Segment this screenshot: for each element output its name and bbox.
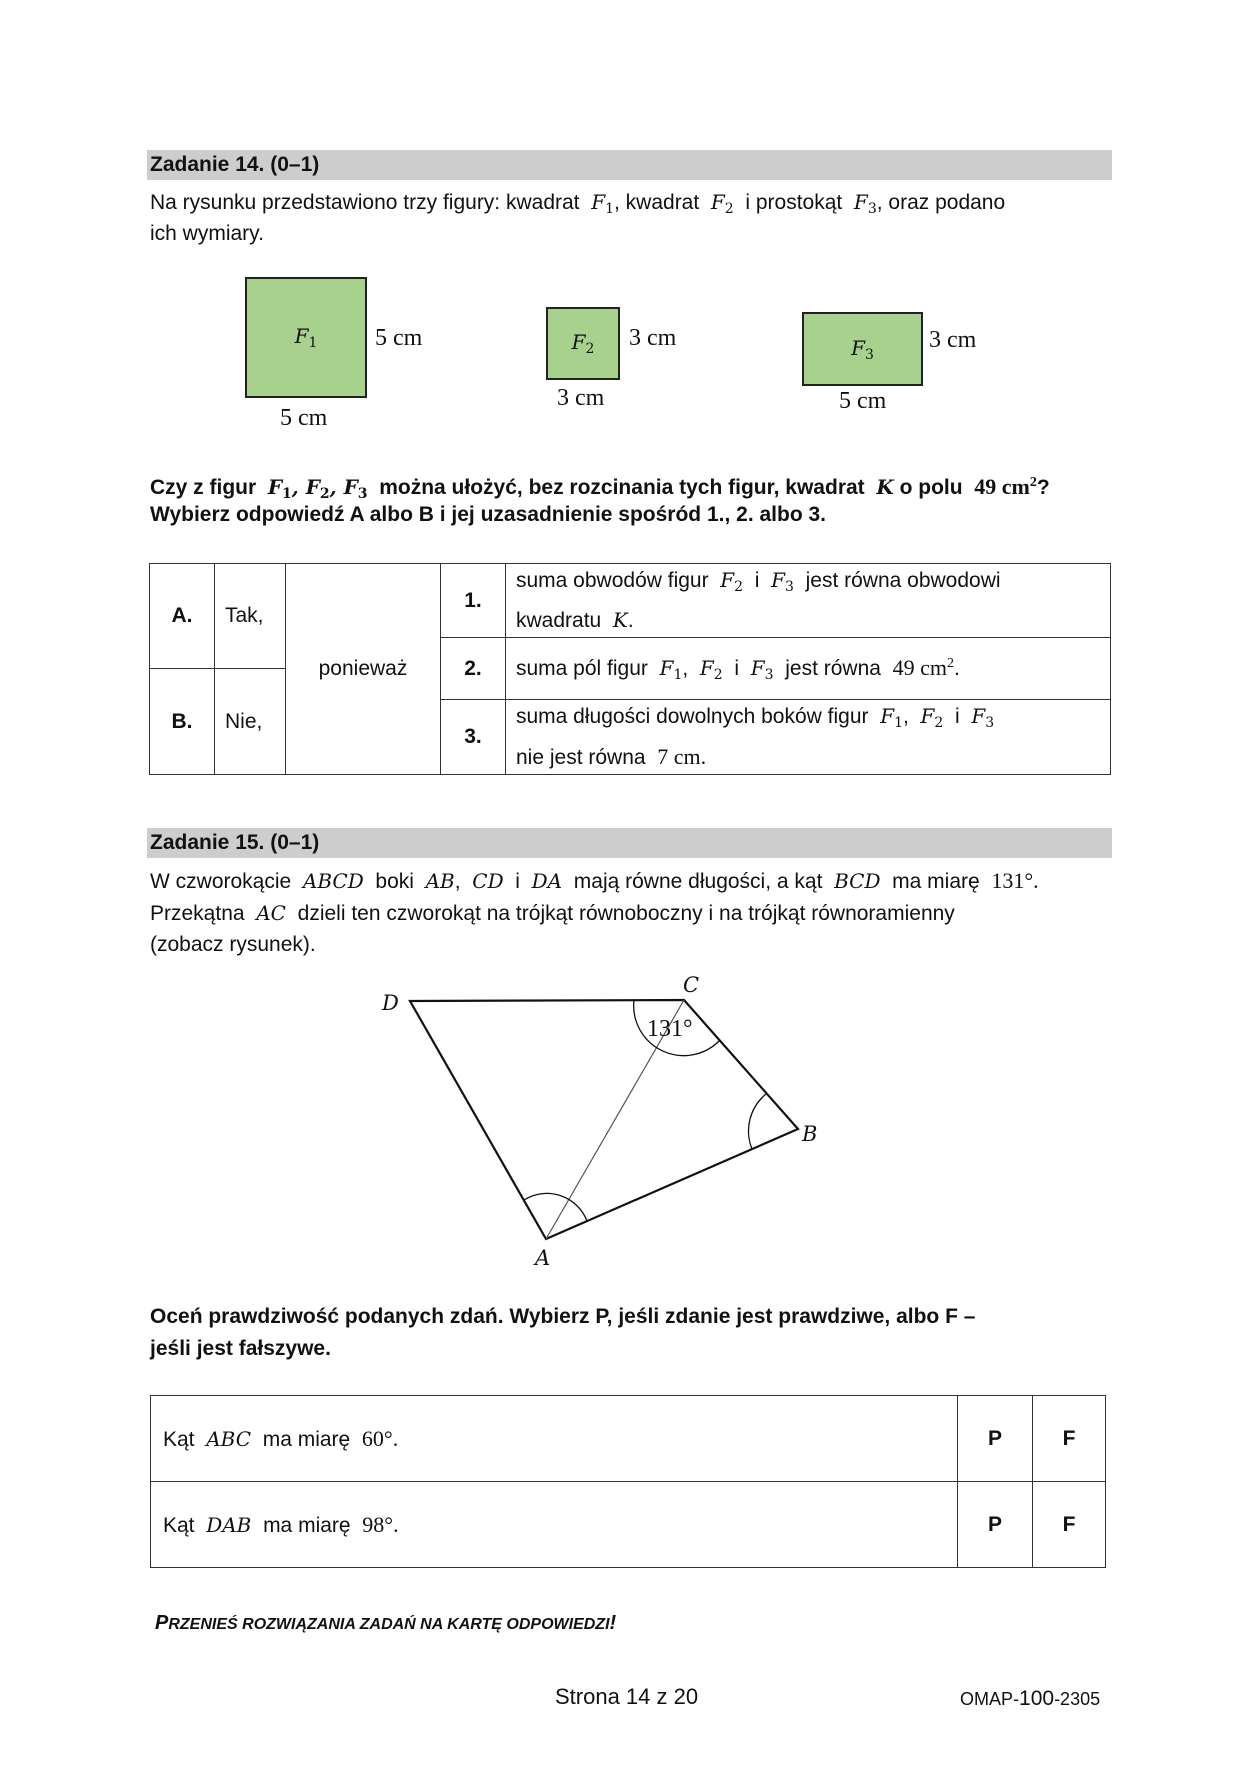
figure-f1-square: $F_1$ (245, 277, 367, 398)
vertex-d-label: D (382, 991, 399, 1015)
statement-2-p-option[interactable]: P (958, 1482, 1033, 1568)
reason-3-number[interactable]: 3. (441, 700, 506, 775)
task-15-header: Zadanie 15. (0–1) (147, 828, 1112, 858)
exam-code: OMAP-100-2305 (960, 1687, 1101, 1710)
statement-row (151, 1396, 1106, 1482)
transfer-answers-note: PRZENIEŚ ROZWIĄZANIA ZADAŃ NA KARTĘ ODPOWIEDZI! (155, 1612, 617, 1634)
reason-2-number[interactable]: 2. (441, 638, 506, 700)
angle-c-label: 131° (647, 1016, 693, 1042)
reason-1-number[interactable]: 1. (441, 564, 506, 638)
reason-1-text[interactable]: suma obwodów figur $F_2$ i $F_3$ jest równa obwodowi kwadratu K. (506, 564, 1111, 638)
task-15-intro-line1: W czworokącie ABCD boki AB, CD i DA mają równe długości, a kąt BCD ma miarę 131°. (150, 868, 1039, 893)
vertex-b-label: B (802, 1122, 818, 1146)
angle-arc-b (749, 1094, 766, 1149)
task-14-header: Zadanie 14. (0–1) (147, 150, 1112, 180)
option-b-text[interactable]: Nie, (215, 669, 286, 775)
vertex-c-label: C (683, 973, 700, 997)
statement-1-text: Kąt ABC ma miarę 60°. (151, 1396, 958, 1482)
task-14-question-line2: Wybierz odpowiedź A albo B i jej uzasadnienie spośród 1., 2. albo 3. (150, 503, 827, 526)
figure-f3-rectangle: $F_3$ (802, 312, 923, 386)
vertex-a-label: A (535, 1246, 551, 1270)
page-number: Strona 14 z 20 (555, 1684, 699, 1709)
quadrilateral-abcd-diagram (370, 960, 840, 1280)
task-15-instruction-line1: Oceń prawdziwość podanych zdań. Wybierz P, jeśli zdanie jest prawdziwe, albo F – (150, 1305, 976, 1328)
reason-2-text[interactable]: suma pól figur $F_1$, $F_2$ i $F_3$ jest równa 49 $cm^2$. (506, 638, 1111, 700)
f3-side-label: 3 cm (929, 327, 977, 353)
option-a-text[interactable]: Tak, (215, 564, 286, 669)
statement-1-p-option[interactable]: P (958, 1396, 1033, 1482)
statement-2-f-option[interactable]: F (1033, 1482, 1106, 1568)
task-15-intro-line3: (zobacz rysunek). (150, 933, 316, 956)
f3-bottom-label: 5 cm (839, 388, 887, 414)
true-false-table (150, 1395, 1106, 1568)
connector-text: ponieważ (286, 564, 441, 775)
reason-3-text[interactable]: suma długości dowolnych boków figur $F_1$, $F_2$ i $F_3$ nie jest równa 7 cm. (506, 700, 1111, 775)
statement-row (151, 1482, 1106, 1568)
f2-bottom-label: 3 cm (557, 385, 605, 411)
f1-side-label: 5 cm (375, 325, 423, 351)
figure-f2-square: $F_2$ (546, 307, 620, 380)
task-15-instruction-line2: jeśli jest fałszywe. (150, 1337, 331, 1360)
task-14-intro-line2: ich wymiary. (150, 222, 264, 245)
f2-side-label: 3 cm (629, 325, 677, 351)
f1-bottom-label: 5 cm (280, 405, 328, 431)
statement-2-text: Kąt DAB ma miarę 98°. (151, 1482, 958, 1568)
option-a-letter[interactable]: A. (150, 564, 215, 669)
task-15-intro-line2: Przekątna AC dzieli ten czworokąt na trójkąt równoboczny i na trójkąt równoramienny (150, 901, 955, 925)
statement-1-f-option[interactable]: F (1033, 1396, 1106, 1482)
task-14-answer-table (149, 563, 1111, 775)
task-14-question-line1: Czy z figur $F_1$, $F_2$, $F_3$ można ułożyć, bez rozcinania tych figur, kwadrat K o polu 49 $cm^2$? (150, 474, 1050, 502)
option-b-letter[interactable]: B. (150, 669, 215, 775)
task-14-intro-line1: Na rysunku przedstawiono trzy figury: kwadrat $F_1$, kwadrat $F_2$ i prostokąt $F_3$, oraz podano (150, 190, 1006, 217)
